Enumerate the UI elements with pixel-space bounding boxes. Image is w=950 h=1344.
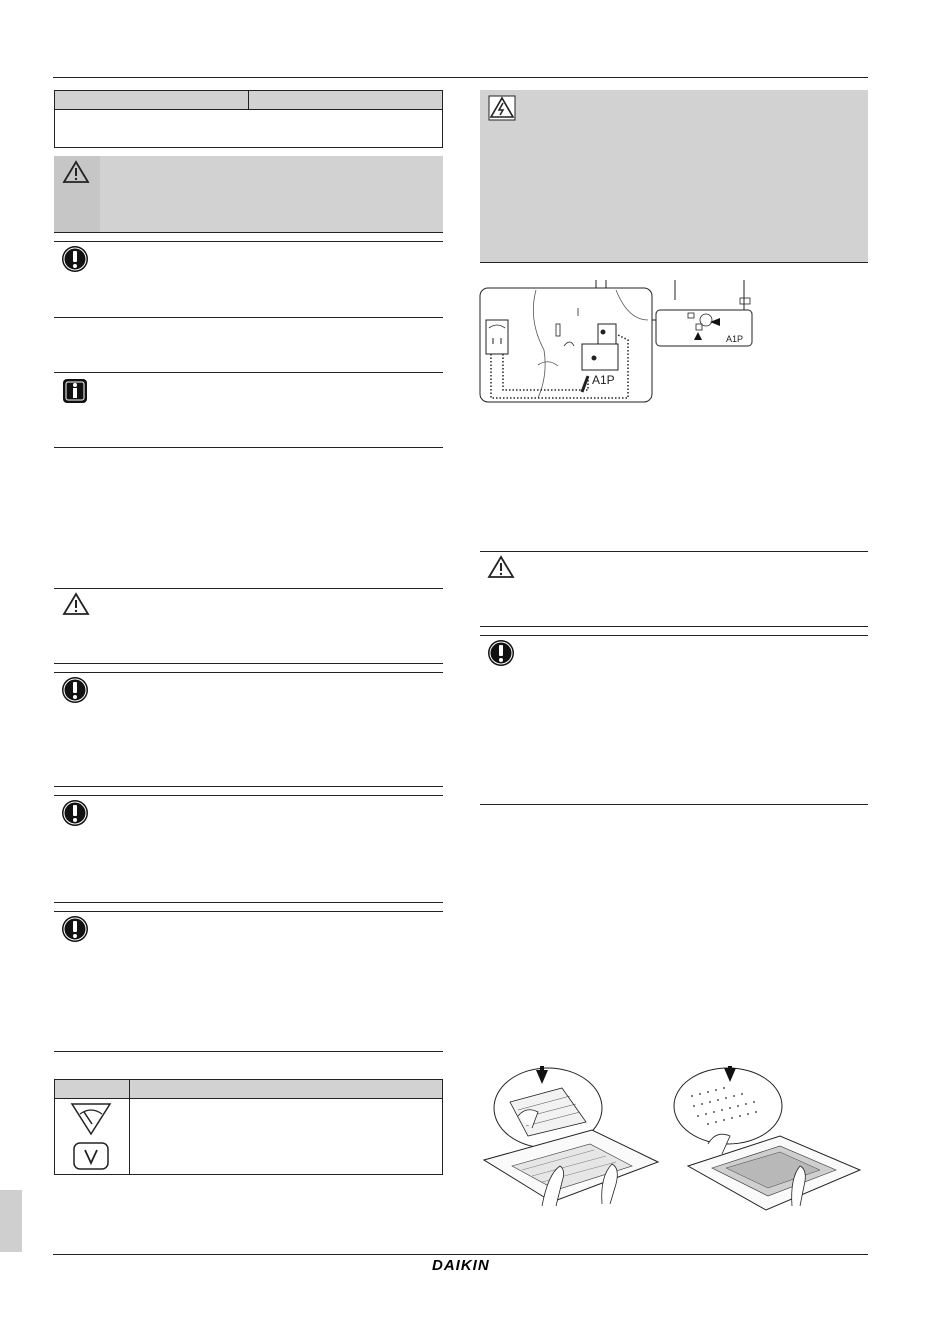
- filter-removal-illustration-left: [482, 1066, 662, 1210]
- notice-2-bottom-rule: [54, 786, 443, 787]
- caution-box-bottom-rule: [54, 232, 443, 233]
- exclamation-circle-icon: [61, 915, 89, 943]
- notice-2-top-rule: [54, 672, 443, 673]
- warning-triangle-icon: [62, 592, 90, 616]
- right-caution-bottom-rule: [480, 626, 868, 627]
- exclamation-circle-icon: [61, 245, 89, 273]
- notice-3-bottom-rule: [54, 902, 443, 903]
- symbol-table-body: [54, 1099, 443, 1175]
- electric-warning-bottom-rule: [480, 262, 868, 263]
- table-body: [54, 110, 443, 148]
- exclamation-circle-icon: [487, 639, 515, 667]
- table-header-divider: [248, 90, 249, 110]
- caution-2-top-rule: [54, 588, 443, 589]
- symbol-table-header-divider: [129, 1079, 130, 1099]
- information-icon: [62, 378, 88, 404]
- info-bottom-rule: [54, 447, 443, 448]
- exclamation-circle-icon: [61, 799, 89, 827]
- warning-triangle-icon: [487, 555, 515, 579]
- electric-shock-warning-icon: [488, 95, 516, 121]
- brand-logo: DAIKIN: [432, 1257, 490, 1274]
- symbol-table-body-divider: [129, 1099, 130, 1175]
- pcb-label-main: A1P: [592, 373, 615, 387]
- caution-2-bottom-rule: [54, 663, 443, 664]
- voltage-v-icon: [72, 1141, 110, 1171]
- notice-4-bottom-rule: [54, 1051, 443, 1052]
- filter-removal-illustration-right: [668, 1066, 864, 1214]
- right-notice-bottom-rule: [480, 804, 868, 805]
- caution-box: [54, 156, 443, 232]
- notice-4-top-rule: [54, 911, 443, 912]
- electric-warning-box: [480, 90, 868, 262]
- symbol-table-header: [54, 1079, 443, 1099]
- warning-triangle-icon: [62, 160, 90, 184]
- side-tab: [0, 1190, 22, 1252]
- notice-1-top-rule: [54, 241, 443, 242]
- right-notice-top-rule: [480, 635, 868, 636]
- pcb-label-detail: A1P: [726, 334, 744, 344]
- footer-rule: [53, 1254, 868, 1255]
- pcb-figure: [478, 280, 758, 406]
- led-display-icon: [70, 1102, 112, 1136]
- exclamation-circle-icon: [61, 676, 89, 704]
- notice-1-bottom-rule: [54, 317, 443, 318]
- right-caution-top-rule: [480, 551, 868, 552]
- header-rule: [53, 77, 868, 78]
- notice-3-top-rule: [54, 795, 443, 796]
- info-top-rule: [54, 372, 443, 373]
